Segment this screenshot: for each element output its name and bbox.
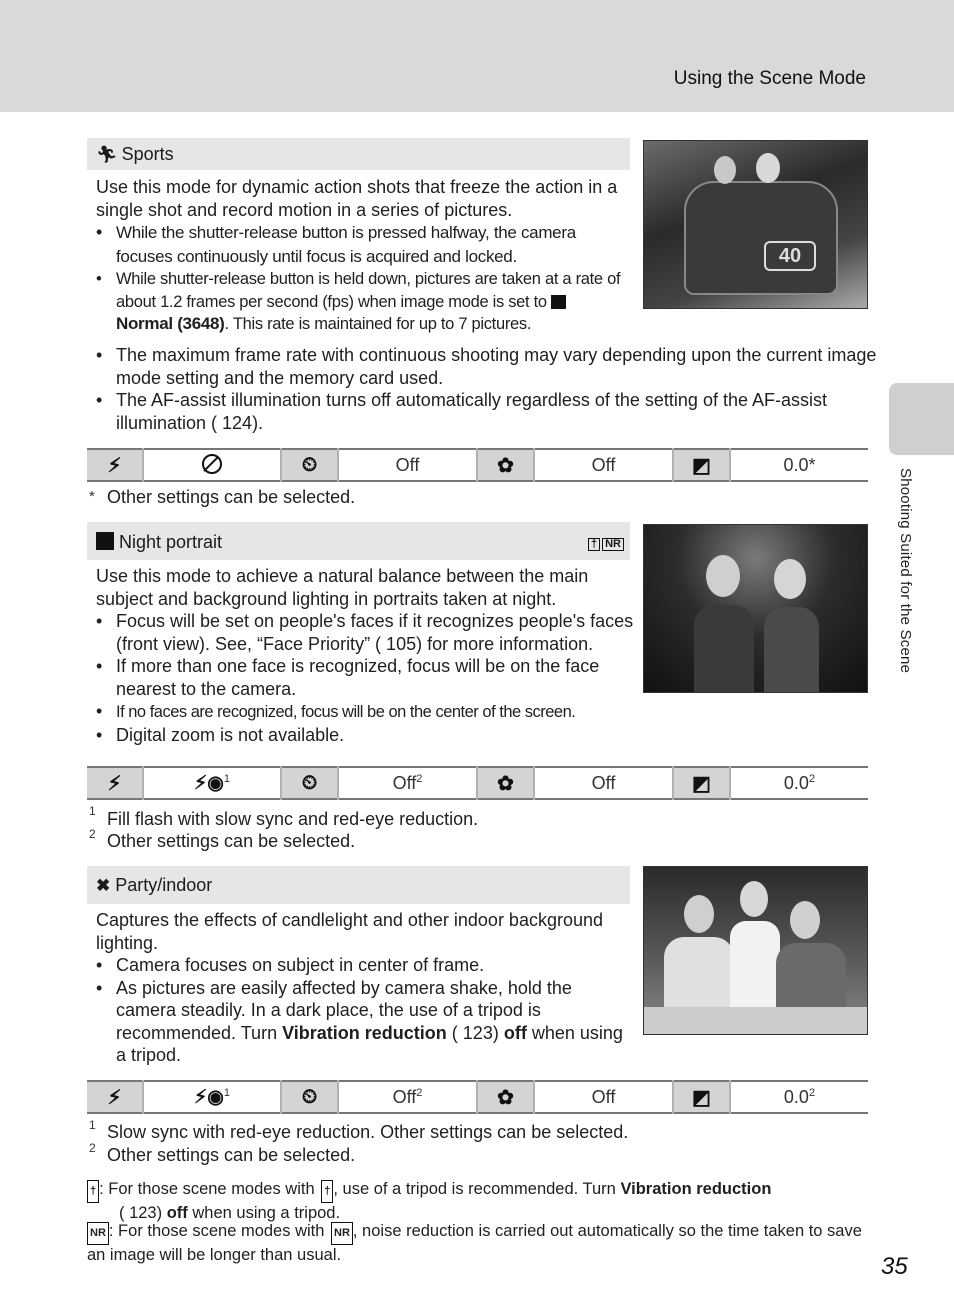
night-portrait-badges bbox=[586, 532, 624, 551]
exposure-compensation-icon: ◩ bbox=[673, 449, 730, 481]
flash-mode-icon: ⚡︎ bbox=[87, 767, 143, 799]
sports-photo: 40 bbox=[643, 140, 868, 309]
night-footnote-2: Other settings can be selected. bbox=[107, 831, 356, 851]
night-portrait-photo bbox=[643, 524, 868, 693]
header-band bbox=[0, 0, 954, 112]
party-footnote-1: Slow sync with red-eye reduction. Other settings can be selected. bbox=[107, 1122, 629, 1142]
flash-value: ⚡︎◉$^1$ bbox=[143, 767, 281, 799]
sports-heading bbox=[87, 138, 630, 170]
exposure-compensation-icon: ◩ bbox=[673, 1081, 730, 1113]
slow-sync-red-eye-icon: ⚡︎◉ bbox=[193, 1086, 224, 1108]
footnote-mark: 2 bbox=[89, 1141, 96, 1155]
list-item: • The maximum frame rate with continuous shooting may vary depending upon the current image mode setting and the memory card used. bbox=[116, 344, 906, 389]
macro-value: Off bbox=[534, 449, 673, 481]
footnote-mark: 2 bbox=[89, 827, 96, 841]
exposure-value: $0.0^2$ bbox=[730, 767, 868, 799]
noise-reduction-legend: NR : For those scene modes with NR , noise reduction is carried out automatically so the time taken to save an image will be longer than usual. bbox=[87, 1222, 862, 1264]
noise-reduction-icon: NR bbox=[602, 538, 624, 551]
sports-settings-table bbox=[87, 448, 868, 482]
self-timer-icon: ⏲︎ bbox=[281, 449, 338, 481]
party-indoor-title: Party/indoor bbox=[115, 875, 213, 895]
party-footnote-2: Other settings can be selected. bbox=[107, 1145, 356, 1165]
tripod-icon: † bbox=[87, 1180, 99, 1203]
list-item: • If no faces are recognized, focus will be on the center of the screen. bbox=[116, 700, 661, 724]
list-item: • Digital zoom is not available. bbox=[116, 724, 661, 747]
list-item: • While the shutter-release button is pressed halfway, the camera focuses continuously until focus is acquired and locked. bbox=[116, 221, 626, 268]
party-intro: Captures the effects of candlelight and other indoor background lighting. bbox=[96, 910, 604, 953]
night-bullets bbox=[87, 610, 661, 746]
slow-sync-red-eye-icon: ⚡︎◉ bbox=[193, 772, 224, 794]
night-portrait-heading bbox=[87, 522, 630, 560]
exposure-compensation-icon: ◩ bbox=[673, 767, 730, 799]
chapter-label: Shooting Suited for the Scene bbox=[897, 468, 914, 674]
night-footnote-1: Fill flash with slow sync and red-eye reduction. bbox=[107, 809, 479, 829]
sports-icon: 🏃︎ bbox=[96, 144, 118, 164]
party-indoor-photo bbox=[643, 866, 868, 1035]
sports-footnote: Other settings can be selected. bbox=[107, 487, 356, 507]
noise-reduction-icon: NR bbox=[87, 1222, 109, 1245]
self-timer-icon: ⏲︎ bbox=[281, 767, 338, 799]
night-portrait-title: Night portrait bbox=[119, 531, 223, 552]
tripod-legend: † : For those scene modes with † , use of a tripod is recommended. Turn Vibration reduction ( 123) off when using a tripod. bbox=[87, 1179, 877, 1223]
macro-icon: ✿ bbox=[477, 449, 534, 481]
macro-icon: ✿ bbox=[477, 1081, 534, 1113]
tripod-icon: † bbox=[321, 1180, 333, 1203]
self-timer-value: Off$^2$ bbox=[338, 767, 477, 799]
party-indoor-icon: ✖ bbox=[96, 875, 111, 895]
noise-reduction-icon: NR bbox=[331, 1222, 353, 1245]
party-bullets bbox=[87, 954, 626, 1067]
tripod-icon: † bbox=[588, 538, 600, 551]
exposure-value: $0.0^2$ bbox=[730, 1081, 868, 1113]
sports-bullets-bottom bbox=[87, 344, 906, 434]
macro-icon: ✿ bbox=[477, 767, 534, 799]
page-header-title: Using the Scene Mode bbox=[673, 68, 866, 89]
night-intro: Use this mode to achieve a natural balance between the main subject and background lighting in portraits taken at night. bbox=[96, 566, 589, 609]
footnote-mark: 1 bbox=[89, 804, 96, 818]
flash-value: ⚡︎◉$^1$ bbox=[143, 1081, 281, 1113]
night-portrait-icon bbox=[96, 532, 114, 550]
flash-value bbox=[143, 449, 281, 481]
self-timer-icon: ⏲︎ bbox=[281, 1081, 338, 1113]
macro-value: Off bbox=[534, 1081, 673, 1113]
footnote-mark: * bbox=[89, 488, 95, 505]
flash-mode-icon: ⚡︎ bbox=[87, 1081, 143, 1113]
exposure-value: 0.0* bbox=[730, 449, 868, 481]
sports-bullets-top bbox=[87, 221, 626, 336]
self-timer-value: Off bbox=[338, 449, 477, 481]
footnote-mark: 1 bbox=[89, 1118, 96, 1132]
self-timer-value: Off$^2$ bbox=[338, 1081, 477, 1113]
list-item: • Camera focuses on subject in center of frame. bbox=[116, 954, 626, 977]
list-item: • Focus will be set on people's faces if it recognizes people's faces (front view). See, “Face Priority” ( 105) for more information. bbox=[116, 610, 661, 655]
night-settings-table bbox=[87, 766, 868, 800]
list-item: • As pictures are easily affected by camera shake, hold the camera steadily. In a dark place, the use of a tripod is recommended. Turn Vibration reduction ( 123) off when using a tripod. bbox=[116, 977, 626, 1067]
flash-mode-icon: ⚡︎ bbox=[87, 449, 143, 481]
macro-value: Off bbox=[534, 767, 673, 799]
sports-intro: Use this mode for dynamic action shots that freeze the action in a single shot and record motion in a series of pictures. bbox=[96, 177, 618, 220]
party-indoor-heading bbox=[87, 866, 630, 904]
party-settings-table bbox=[87, 1080, 868, 1114]
list-item: • The AF-assist illumination turns off automatically regardless of the setting of the AF-assist illumination ( 124). bbox=[116, 389, 906, 434]
image-mode-icon bbox=[551, 295, 566, 309]
list-item: • While shutter-release button is held down, pictures are taken at a rate of about 1.2 frames per second (fps) when image mode is set to Normal (3648). This rate is maintained for up to 7 pictures. bbox=[116, 268, 626, 336]
sports-title: Sports bbox=[121, 144, 174, 164]
page-number: 35 bbox=[881, 1253, 908, 1280]
flash-off-icon bbox=[202, 454, 222, 474]
list-item: • If more than one face is recognized, focus will be on the face nearest to the camera. bbox=[116, 655, 661, 700]
